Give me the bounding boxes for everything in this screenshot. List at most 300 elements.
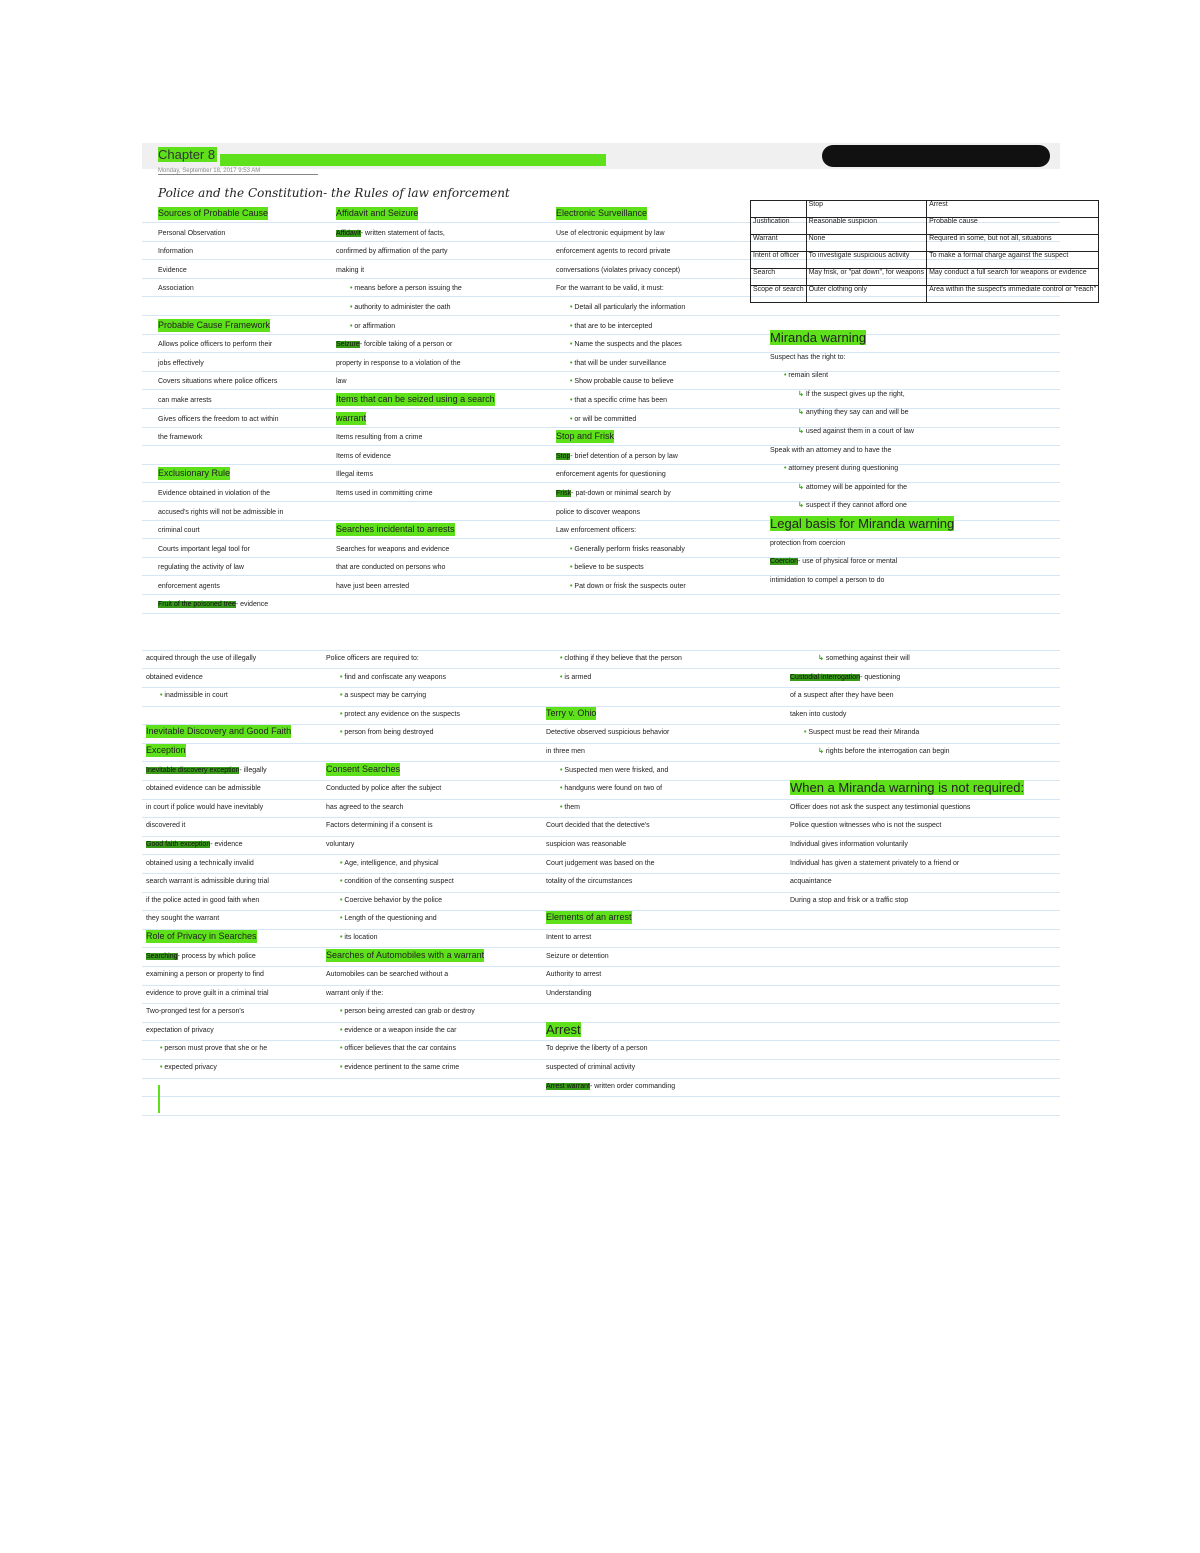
note-text: Name the suspects and the places [574,341,682,349]
note-line [336,392,536,411]
note-line [790,743,1055,762]
note-text: rights before the interrogation can begin [825,747,950,755]
note-line [326,650,536,669]
note-line [146,873,326,892]
note-line [336,466,536,485]
note-text: Length of the questioning and [344,915,437,923]
note-line [326,1040,536,1059]
note-line [546,948,746,967]
note-line [556,429,746,448]
note-text: Suspect must be read their Miranda [808,729,920,737]
table-row [751,269,1099,286]
arrow-icon: • [350,322,355,330]
note-line [556,243,746,262]
note-line [326,724,536,743]
arrow-icon: • [570,322,575,330]
note-line [556,280,746,299]
section-heading: Searches of Automobiles with a warrant [326,949,485,960]
note-text: expected privacy [164,1064,217,1072]
note-line [336,280,536,299]
column-1-top [158,206,328,615]
note-line [556,225,746,244]
note-text: obtained using a technically invalid [146,859,254,867]
note-line [790,650,1055,669]
note-line [326,966,536,985]
note-text: Information [158,248,194,256]
note-text: acquired through the use of illegally [146,655,257,662]
note-line [336,225,536,244]
note-line [546,1003,746,1022]
section-heading: Terry v. Ohio [546,707,597,718]
column-2-bottom [326,650,536,1078]
note-text: person from being destroyed [344,729,434,737]
note-line [770,442,1050,461]
note-line [790,817,1055,836]
note-line [556,262,746,281]
note-line [146,669,326,688]
note-line [790,724,1055,743]
note-line [326,855,536,874]
note-line [546,687,746,706]
note-text: confirmed by affirmation of the party [336,248,448,256]
section-heading: When a Miranda warning is not required: [790,780,1025,796]
note-text: its location [344,933,378,941]
definition-text: - brief detention of a person by law [570,452,678,460]
arrow-icon: • [350,303,355,311]
arrow-icon: • [784,372,789,380]
note-text: For the warrant to be valid, it must: [556,285,664,293]
arrow-icon: • [570,341,575,349]
definition-text: - written statement of facts, [360,229,445,237]
note-text: police to discover weapons [556,508,641,516]
section-heading: Exception [146,744,186,755]
definition-text: - forcible taking of a person or [359,341,453,349]
note-text: Searches for weapons and evidence [336,545,450,553]
section-heading: Miranda warning [770,330,867,345]
note-line [770,460,1050,479]
note-line [336,578,536,597]
note-line [336,318,536,337]
arrow-icon: • [560,673,565,681]
table-row [751,218,1099,235]
note-line [326,687,536,706]
arrow-icon: • [340,673,345,681]
note-line [556,466,746,485]
arrow-icon: • [340,878,345,886]
note-line [158,559,328,578]
note-text: evidence to prove guilt in a criminal trial [146,989,269,997]
section-heading: Affidavit and Seizure [336,208,419,218]
arrow-icon: • [160,692,165,700]
note-line [546,724,746,743]
note-line [556,373,746,392]
note-line [546,706,746,725]
table-cell: Arrest [927,201,1099,218]
section-heading: Stop and Frisk [556,431,615,442]
note-text: totality of the circumstances [546,878,633,886]
arrow-icon: • [340,915,345,923]
ruled-line [142,1115,1060,1116]
note-text: expectation of privacy [146,1026,214,1034]
arrow-icon: ↳ [818,747,826,755]
note-line [790,836,1055,855]
table-cell: None [806,235,926,252]
note-line [146,948,326,967]
stop-arrest-table [750,200,1099,303]
column-4-top [770,330,1050,590]
note-line [770,516,1050,535]
note-line [770,330,1050,349]
table-cell: Search [751,269,807,286]
note-text: obtained evidence [146,673,203,681]
note-text: Items used in committing crime [336,489,433,497]
arrow-icon: ↳ [798,409,806,417]
note-line [158,243,328,262]
note-text: voluntary [326,840,355,848]
note-text: used against them in a court of law [805,427,914,435]
note-text: Authority to arrest [546,971,602,979]
note-line [146,836,326,855]
arrow-icon: • [340,896,345,904]
definition-text: - written order commanding [589,1082,676,1090]
note-line [158,541,328,560]
note-line [326,706,536,725]
highlighted-term: Inevitable discovery exception [146,766,240,774]
note-line [158,448,328,467]
note-text: taken into custody [790,710,847,718]
note-text: criminal court [158,527,200,535]
note-text: that will be under surveillance [574,359,667,367]
note-text: regulating the activity of law [158,564,244,572]
note-line [158,429,328,448]
note-line [336,541,536,560]
arrow-icon: ↳ [818,655,826,662]
note-text: conversations (violates privacy concept) [556,266,681,274]
highlighted-term: Seizure [336,341,360,349]
note-line [546,929,746,948]
title-highlight [220,154,606,166]
note-text: enforcement agents to record private [556,248,671,256]
note-text: person must prove that she or he [164,1045,268,1053]
note-line [326,817,536,836]
note-text: Generally perform frisks reasonably [574,545,685,553]
column-1-bottom [146,650,326,1078]
note-text: Two-pronged test for a person's [146,1008,245,1016]
note-text: Items resulting from a crime [336,434,423,442]
note-line [556,392,746,411]
section-heading: Arrest [546,1021,581,1037]
note-line [556,504,746,523]
arrow-icon: ↳ [798,483,806,491]
note-text: protect any evidence on the suspects [344,710,460,718]
note-text: protection from coercion [770,539,846,547]
note-line [770,572,1050,591]
note-text: obtained evidence can be admissible [146,785,261,793]
note-line [158,280,328,299]
note-text: of a suspect after they have been [790,692,894,700]
note-text: law [336,378,347,386]
note-line [146,910,326,929]
note-line [326,780,536,799]
arrow-icon: • [160,1045,165,1053]
note-line [146,650,326,669]
note-line [146,687,326,706]
arrow-icon: • [340,710,345,718]
note-line [336,206,536,225]
note-line [146,892,326,911]
note-line [546,1040,746,1059]
note-text: Evidence [158,266,187,274]
note-line [546,799,746,818]
note-line [770,404,1050,423]
note-text: evidence or a weapon inside the car [344,1026,457,1034]
note-line [146,743,326,762]
note-line [336,299,536,318]
note-text: that are conducted on persons who [336,564,446,572]
table-cell [751,201,807,218]
note-line [546,669,746,688]
note-text: that a specific crime has been [574,396,668,404]
note-line [546,650,746,669]
note-text: or affirmation [354,322,396,330]
main-heading: Police and the Constitution- the Rules of law enforcement [158,186,510,200]
highlighted-term: Affidavit [336,229,361,237]
note-text: Officer does not ask the suspect any testimonial questions [790,803,971,811]
arrow-icon: • [340,1064,345,1072]
note-text: Use of electronic equipment by law [556,229,665,237]
note-line [158,596,328,615]
note-line [158,373,328,392]
note-text: making it [336,266,365,274]
note-line [146,966,326,985]
note-text: Individual has given a statement privately to a friend or [790,859,960,867]
note-line [336,243,536,262]
note-text: a suspect may be carrying [344,692,427,700]
note-line [146,724,326,743]
note-text: intimidation to compel a person to do [770,576,885,584]
section-heading: Items that can be seized using a search [336,393,495,404]
note-line [336,448,536,467]
arrow-icon: • [570,359,575,367]
note-text: Pat down or frisk the suspects outer [574,582,686,590]
note-line [556,578,746,597]
note-text: condition of the consenting suspect [344,878,454,886]
arrow-icon: • [560,655,565,662]
section-heading: Inevitable Discovery and Good Faith [146,726,292,737]
note-text: Allows police officers to perform their [158,341,273,349]
note-line [326,836,536,855]
note-line [790,873,1055,892]
note-text: handguns were found on two of [564,785,663,793]
note-line [146,780,326,799]
note-line [158,299,328,318]
note-text: Association [158,285,194,293]
note-line [158,411,328,430]
arrow-icon: • [560,785,565,793]
definition-text: - evidence [210,840,243,848]
arrow-icon: • [570,378,575,386]
note-line [770,367,1050,386]
note-line [546,1078,746,1097]
arrow-icon: • [340,1026,345,1034]
note-text: something against their will [825,655,910,662]
note-line [790,706,1055,725]
section-heading: Consent Searches [326,763,401,774]
note-line [336,262,536,281]
note-text: authority to administer the oath [354,303,451,311]
table-cell: Stop [806,201,926,218]
note-line [556,206,746,225]
note-line [326,948,536,967]
note-text: or will be committed [574,415,637,423]
section-heading: Legal basis for Miranda warning [770,515,955,531]
section-heading: Searches incidental to arrests [336,524,455,535]
note-line [326,1003,536,1022]
table-cell: Justification [751,218,807,235]
note-line [158,504,328,523]
note-line [146,1003,326,1022]
note-line [146,929,326,948]
arrow-icon: • [570,564,575,572]
note-text: accused's rights will not be admissible in [158,508,284,516]
note-line [326,762,536,781]
note-line [790,762,1055,781]
section-heading: Exclusionary Rule [158,468,231,479]
note-line [770,497,1050,516]
note-text: Detective observed suspicious behavior [546,729,670,737]
arrow-icon: • [560,766,565,774]
note-text: discovered it [146,822,186,830]
note-line [158,578,328,597]
definition-text: - process by which police [177,952,256,960]
note-text: Suspected men were frisked, and [564,766,669,774]
note-text: Law enforcement officers: [556,527,637,535]
note-line [158,485,328,504]
note-text: in three men [546,747,585,755]
note-text: Intent to arrest [546,933,592,941]
note-line [326,1059,536,1078]
note-line [158,262,328,281]
note-line [556,299,746,318]
note-line [790,892,1055,911]
note-line [546,1059,746,1078]
arrow-icon: • [570,582,575,590]
arrow-icon: • [340,859,345,867]
note-line [326,1022,536,1041]
note-line [326,873,536,892]
note-line [546,780,746,799]
arrow-icon: • [570,396,575,404]
note-line [146,855,326,874]
ruled-line [142,1096,1060,1097]
section-heading: Electronic Surveillance [556,208,648,218]
page-date: Monday, September 18, 2017 9:53 AM [158,168,318,175]
table-cell: To investigate suspicious activity [806,252,926,269]
note-text: Seizure or detention [546,952,609,960]
note-text: suspicion was reasonable [546,840,627,848]
note-text: examining a person or property to find [146,971,264,979]
arrow-icon: • [340,729,345,737]
arrow-icon: • [570,545,575,553]
note-text: jobs effectively [158,359,204,367]
note-line [158,522,328,541]
column-2-top [336,206,536,596]
note-line [770,423,1050,442]
page-title: Chapter 8 [158,147,216,162]
note-line [326,669,536,688]
note-text: To deprive the liberty of a person [546,1045,648,1053]
arrow-icon: • [784,465,789,473]
note-line [556,559,746,578]
note-line [546,836,746,855]
note-text: have just been arrested [336,582,410,590]
bracket-mark [158,1085,160,1113]
note-line [790,780,1055,799]
note-line [556,411,746,430]
note-text: Conducted by police after the subject [326,785,442,793]
table-row [751,286,1099,303]
note-text: enforcement agents for questioning [556,471,666,479]
highlighted-term: Searching [146,952,178,960]
table-cell: May conduct a full search for weapons or evidence [927,269,1099,286]
section-heading: Elements of an arrest [546,912,632,923]
note-line [158,336,328,355]
arrow-icon: • [804,729,809,737]
note-text: suspected of criminal activity [546,1064,636,1072]
note-line [556,448,746,467]
note-text: enforcement agents [158,582,220,590]
note-text: anything they say can and will be [805,409,909,417]
note-line [336,504,536,523]
note-text: attorney present during questioning [788,465,899,473]
note-text: suspect if they cannot afford one [805,502,907,510]
table-header-row [751,201,1099,218]
note-text: Detail all particularly the information [574,303,686,311]
note-text: warrant only if the: [326,989,384,997]
section-heading: Sources of Probable Cause [158,208,269,218]
note-line [770,349,1050,368]
table-cell: Reasonable suspicion [806,218,926,235]
note-text: Suspect has the right to: [770,353,846,361]
note-text: Illegal items [336,471,373,479]
arrow-icon: • [340,1008,345,1016]
note-text: If the suspect gives up the right, [805,390,905,398]
table-cell: Required in some, but not all, situations [927,235,1099,252]
table-cell: To make a formal charge against the suspect [927,252,1099,269]
note-text: Gives officers the freedom to act within [158,415,279,423]
note-line [146,762,326,781]
arrow-icon: • [340,1045,345,1053]
note-text: they sought the warrant [146,915,220,923]
note-text: that are to be intercepted [574,322,653,330]
arrow-icon: • [560,803,565,811]
note-line [790,669,1055,688]
note-line [326,892,536,911]
column-3-bottom [546,650,746,1096]
note-text: inadmissible in court [164,692,228,700]
note-text: During a stop and frisk or a traffic stop [790,896,909,904]
note-line [146,817,326,836]
note-text: Understanding [546,989,592,997]
note-text: attorney will be appointed for the [805,483,907,491]
arrow-icon: ↳ [798,390,806,398]
definition-text: - evidence [235,601,269,609]
note-text: officer believes that the car contains [344,1045,456,1053]
note-line [556,541,746,560]
definition-text: - pat-down or minimal search by [571,489,671,497]
note-line [146,706,326,725]
note-line [790,855,1055,874]
